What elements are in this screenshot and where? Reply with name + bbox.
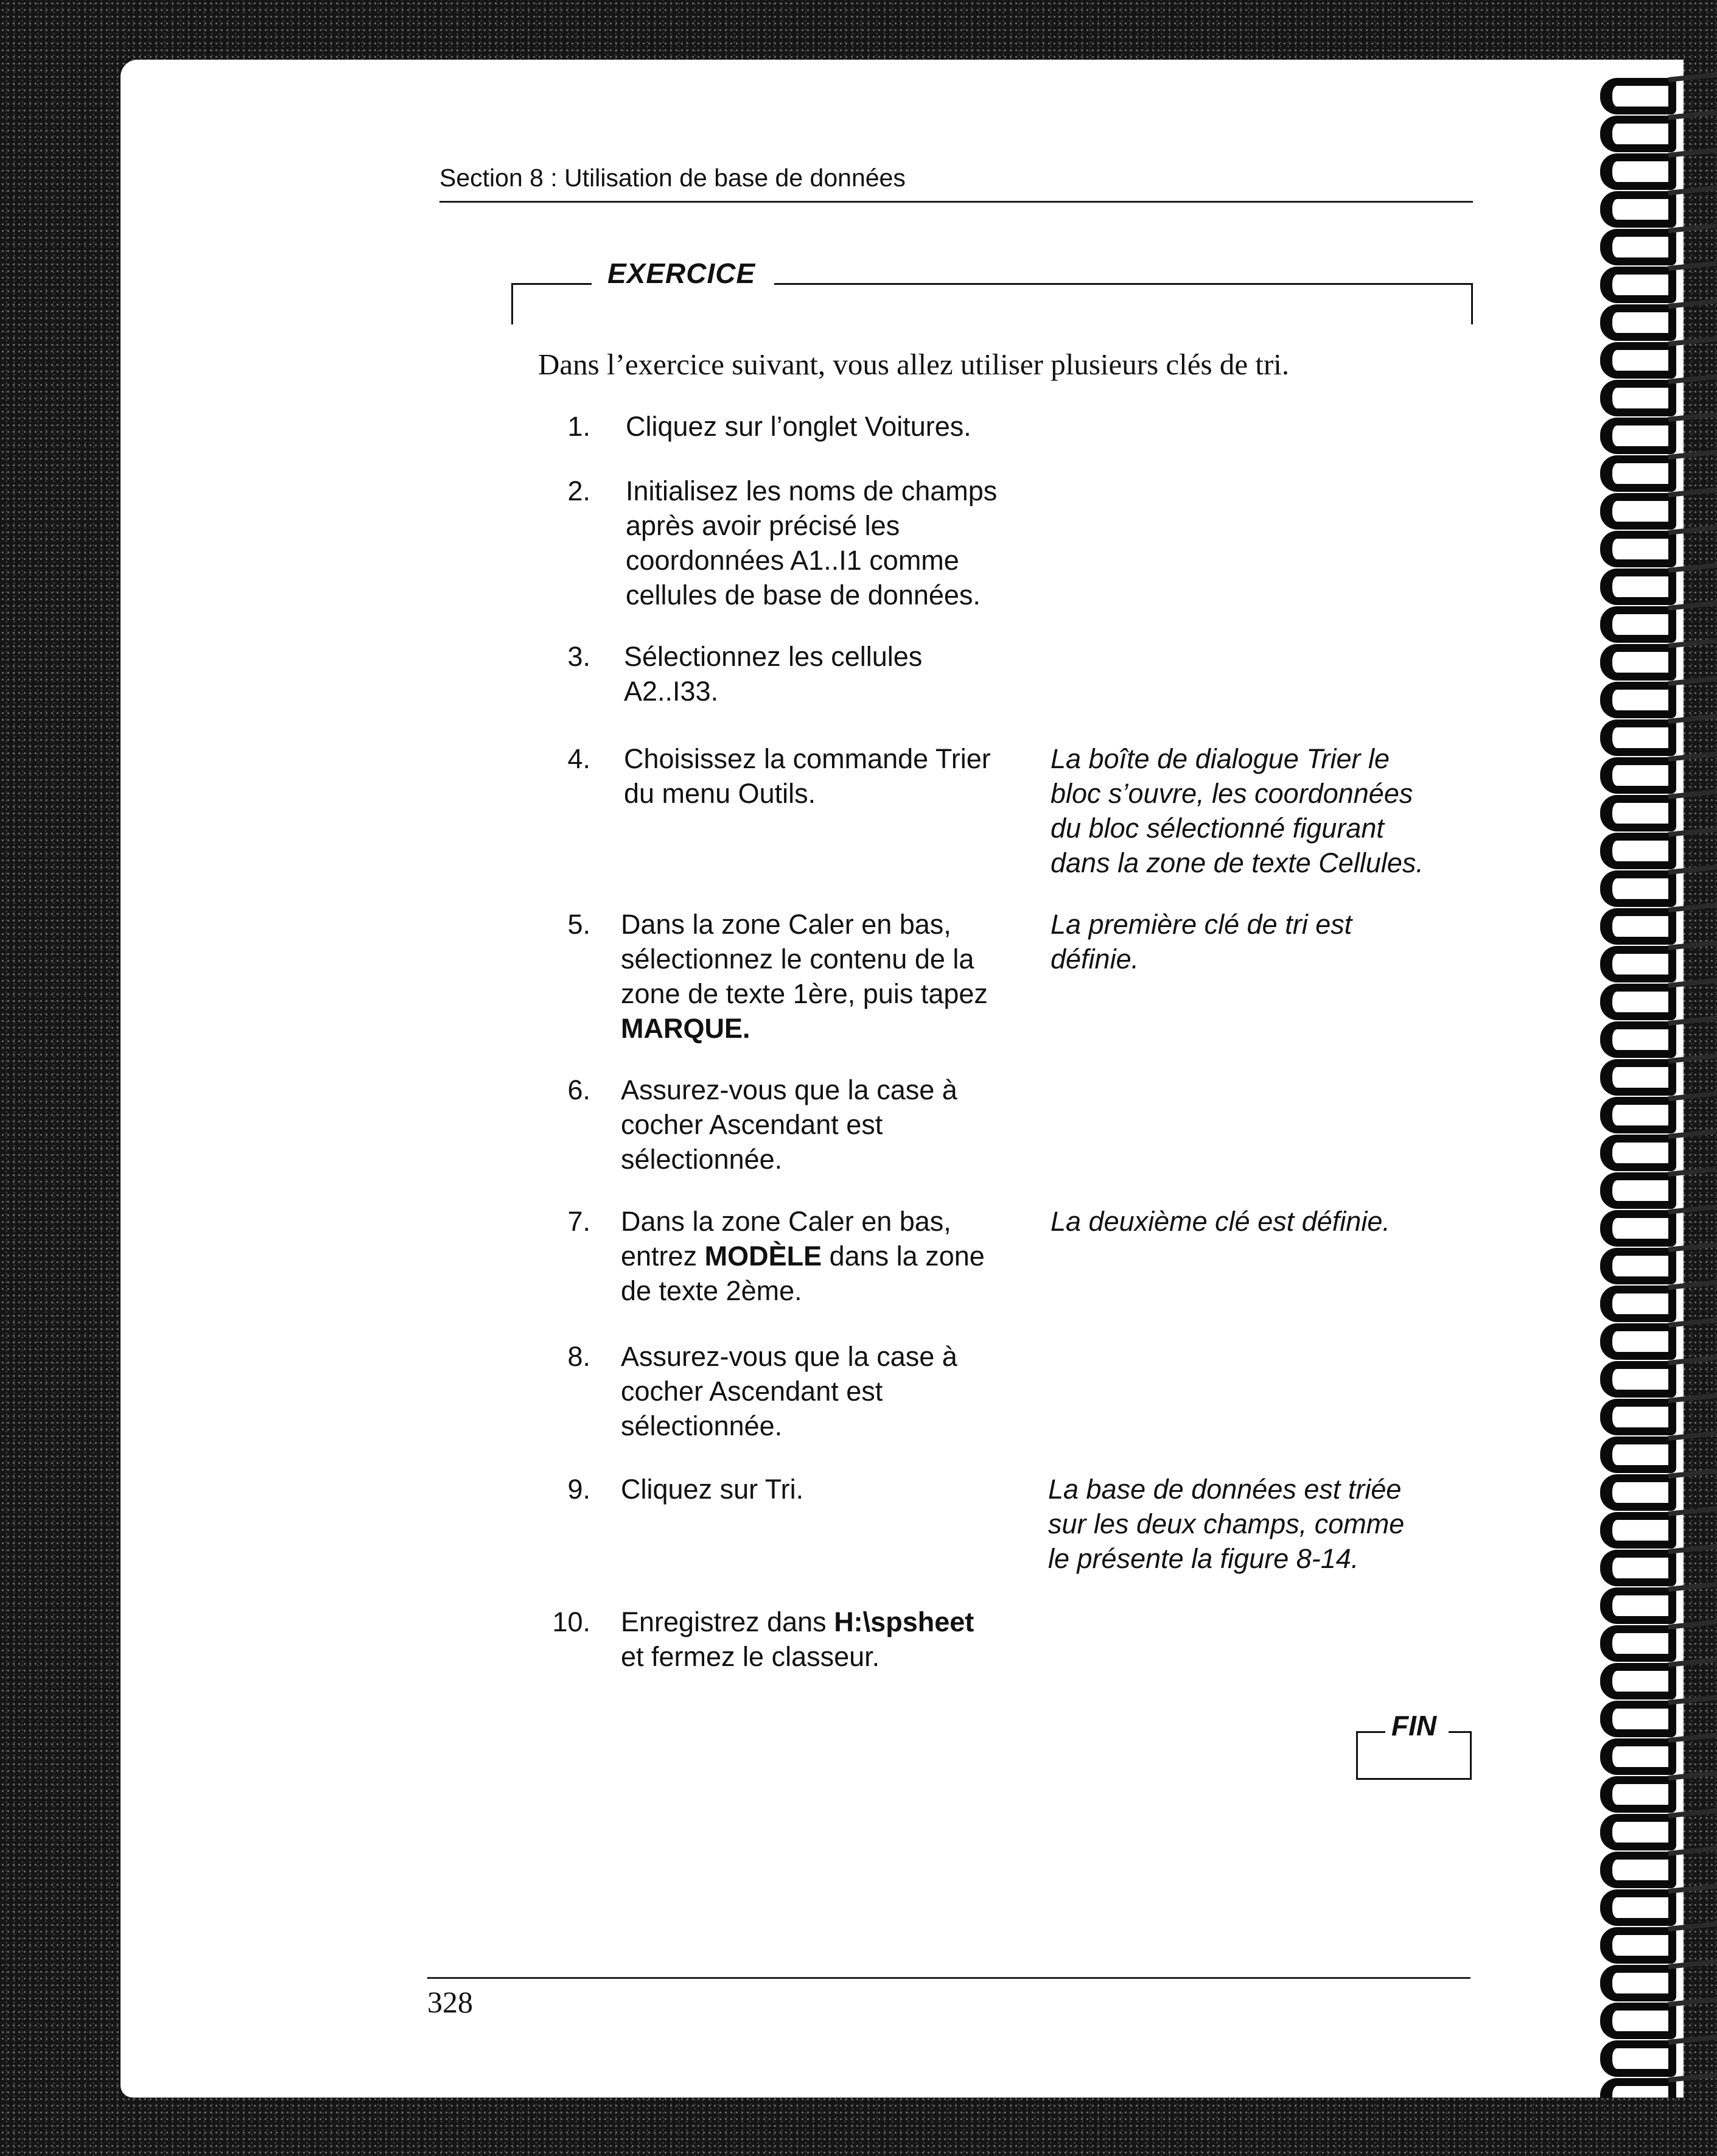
binding-loop	[1600, 304, 1676, 341]
binding-loop	[1600, 1625, 1676, 1662]
binding-loop	[1600, 870, 1676, 907]
binding-loop	[1600, 2078, 1676, 2098]
note-line: le présente la figure 8-14.	[1048, 1543, 1359, 1574]
step-note	[1048, 1472, 1404, 1576]
step-note: La deuxième clé est définie.	[1051, 1206, 1390, 1237]
step-line: zone de texte 1ère, puis tapez	[621, 978, 988, 1009]
binding-loop	[1600, 191, 1676, 228]
binding-loop	[1600, 1814, 1676, 1850]
binding-loop	[1600, 2003, 1676, 2039]
step-number: 10.	[552, 1606, 590, 1637]
step-keyword: MODÈLE	[704, 1241, 822, 1272]
binding-loop	[1600, 682, 1676, 718]
binding-loop	[1600, 1059, 1676, 1096]
step-number: 4.	[567, 743, 590, 774]
fin-frame-top-right	[1449, 1731, 1472, 1733]
binding-loop	[1600, 1663, 1676, 1699]
binding-loop	[1600, 1512, 1676, 1549]
binding-loop	[1600, 569, 1676, 605]
step-line-text: Enregistrez dans	[621, 1606, 834, 1637]
binding-loop	[1600, 908, 1676, 945]
step-line: cellules de base de données.	[626, 579, 981, 611]
step-line: A2..I33.	[624, 676, 719, 707]
step-line-text: entrez	[621, 1241, 705, 1272]
exercise-frame-right	[1471, 283, 1473, 324]
step-number: 8.	[567, 1341, 590, 1372]
step-line: et fermez le classeur.	[621, 1641, 880, 1672]
step-number: 9.	[567, 1474, 590, 1505]
binding-loop	[1600, 116, 1676, 152]
step-number: 3.	[567, 641, 590, 672]
binding-loop	[1600, 946, 1676, 982]
step-line: Dans la zone Caler en bas,	[621, 909, 951, 940]
step-note	[1051, 741, 1424, 880]
step-line-text: dans la zone	[822, 1241, 985, 1272]
binding-loop	[1600, 1323, 1676, 1360]
binding-loop	[1600, 1135, 1676, 1171]
binding-loop	[1600, 267, 1676, 303]
binding-loop	[1600, 1437, 1676, 1473]
step-text	[621, 1073, 957, 1177]
binding-loop	[1600, 984, 1676, 1020]
binding-loop	[1600, 833, 1676, 869]
binding-loop	[1600, 418, 1676, 454]
exercise-title: EXERCICE	[607, 257, 756, 289]
note-line: bloc s’ouvre, les coordonnées	[1051, 778, 1413, 809]
step-line: Dans la zone Caler en bas,	[621, 1206, 951, 1237]
footer-rule	[427, 1977, 1470, 1979]
binding-loop	[1600, 1097, 1676, 1133]
step-line	[621, 1239, 985, 1273]
step-line: cocher Ascendant est	[621, 1109, 883, 1140]
step-number: 6.	[567, 1074, 590, 1105]
binding-loop	[1600, 1927, 1676, 1964]
step-text: Cliquez sur Tri.	[621, 1474, 804, 1505]
step-line	[621, 1605, 974, 1639]
binding-loop	[1600, 229, 1676, 265]
binding-loop	[1600, 1399, 1676, 1435]
binding-loop	[1600, 1361, 1676, 1398]
step-number: 7.	[567, 1206, 590, 1237]
step-number: 1.	[567, 411, 590, 442]
binding-loop	[1600, 1965, 1676, 2001]
step-number: 2.	[567, 475, 590, 506]
binding-loop	[1600, 1587, 1676, 1624]
step-line: Choisissez la commande Trier	[624, 743, 991, 774]
step-line: du menu Outils.	[624, 778, 816, 809]
note-line: sur les deux champs, comme	[1048, 1508, 1405, 1539]
binding-loop	[1600, 1286, 1676, 1322]
binding-loop	[1600, 1248, 1676, 1284]
binding-loop	[1600, 380, 1676, 416]
section-header: Section 8 : Utilisation de base de données	[439, 164, 906, 192]
binding-loop	[1600, 1889, 1676, 1926]
binding-loop	[1600, 1701, 1676, 1737]
binding-loop	[1600, 2040, 1676, 2077]
binding-loop	[1600, 1852, 1676, 1888]
note-line: dans la zone de texte Cellules.	[1051, 847, 1424, 878]
step-text: Cliquez sur l’onglet Voitures.	[626, 411, 971, 442]
note-line: La base de données est triée	[1048, 1474, 1402, 1505]
page-number: 328	[427, 1985, 473, 2019]
exercise-frame-top-right	[774, 283, 1473, 285]
step-text	[624, 639, 922, 709]
step-line: de texte 2ème.	[621, 1275, 802, 1306]
exercise-frame-left	[511, 283, 513, 324]
binding-loop	[1600, 795, 1676, 831]
binding-loop	[1600, 1738, 1676, 1775]
step-text	[624, 741, 991, 811]
binding-loop	[1600, 342, 1676, 379]
step-note	[1051, 907, 1352, 976]
step-number: 5.	[567, 909, 590, 940]
binding-loop	[1600, 531, 1676, 567]
fin-frame-top-left	[1356, 1731, 1385, 1733]
step-text	[626, 474, 997, 612]
binding-loop	[1600, 644, 1676, 681]
binding-loop	[1600, 606, 1676, 643]
fin-frame-left	[1356, 1731, 1358, 1780]
step-keyword: H:\spsheet	[834, 1606, 974, 1637]
binding-loop	[1600, 1776, 1676, 1813]
binding-loop	[1600, 719, 1676, 756]
end-marker: FIN	[1391, 1710, 1437, 1741]
step-text	[621, 1204, 985, 1308]
binding-loop	[1600, 1172, 1676, 1209]
note-line: du bloc sélectionné figurant	[1051, 813, 1384, 844]
step-line: Initialisez les noms de champs	[626, 475, 998, 506]
note-line: définie.	[1051, 943, 1139, 975]
step-line: cocher Ascendant est	[621, 1376, 883, 1407]
step-keyword: MARQUE.	[621, 1013, 750, 1044]
binding-loop	[1600, 153, 1676, 190]
fin-frame-bottom	[1356, 1778, 1472, 1780]
exercise-intro: Dans l’exercice suivant, vous allez utiliser plusieurs clés de tri.	[538, 348, 1290, 381]
binding-loop	[1600, 1550, 1676, 1586]
binding-loop	[1600, 1021, 1676, 1058]
step-text	[621, 1339, 957, 1443]
binding-loop	[1600, 455, 1676, 492]
step-line: après avoir précisé les	[626, 510, 900, 541]
step-text	[621, 1605, 974, 1674]
step-line: Assurez-vous que la case à	[621, 1074, 957, 1105]
header-rule	[439, 201, 1473, 203]
note-line: La première clé de tri est	[1051, 909, 1352, 940]
step-line: coordonnées A1..I1 comme	[626, 545, 959, 576]
binding-loop	[1600, 78, 1676, 114]
step-line: sélectionnée.	[621, 1410, 783, 1441]
exercise-frame-top-left	[511, 283, 592, 285]
step-text	[621, 907, 988, 1046]
binding-loop	[1600, 757, 1676, 794]
fin-frame-right	[1470, 1731, 1472, 1780]
step-line: sélectionnez le contenu de la	[621, 943, 974, 975]
binding-loop	[1600, 493, 1676, 530]
note-line: La boîte de dialogue Trier le	[1051, 743, 1390, 774]
binding-loop	[1600, 1210, 1676, 1247]
step-line: Assurez-vous que la case à	[621, 1341, 957, 1372]
step-line: Sélectionnez les cellules	[624, 641, 923, 672]
binding-loop	[1600, 1474, 1676, 1511]
step-line: sélectionnée.	[621, 1144, 783, 1175]
spiral-binding	[1589, 60, 1717, 2098]
